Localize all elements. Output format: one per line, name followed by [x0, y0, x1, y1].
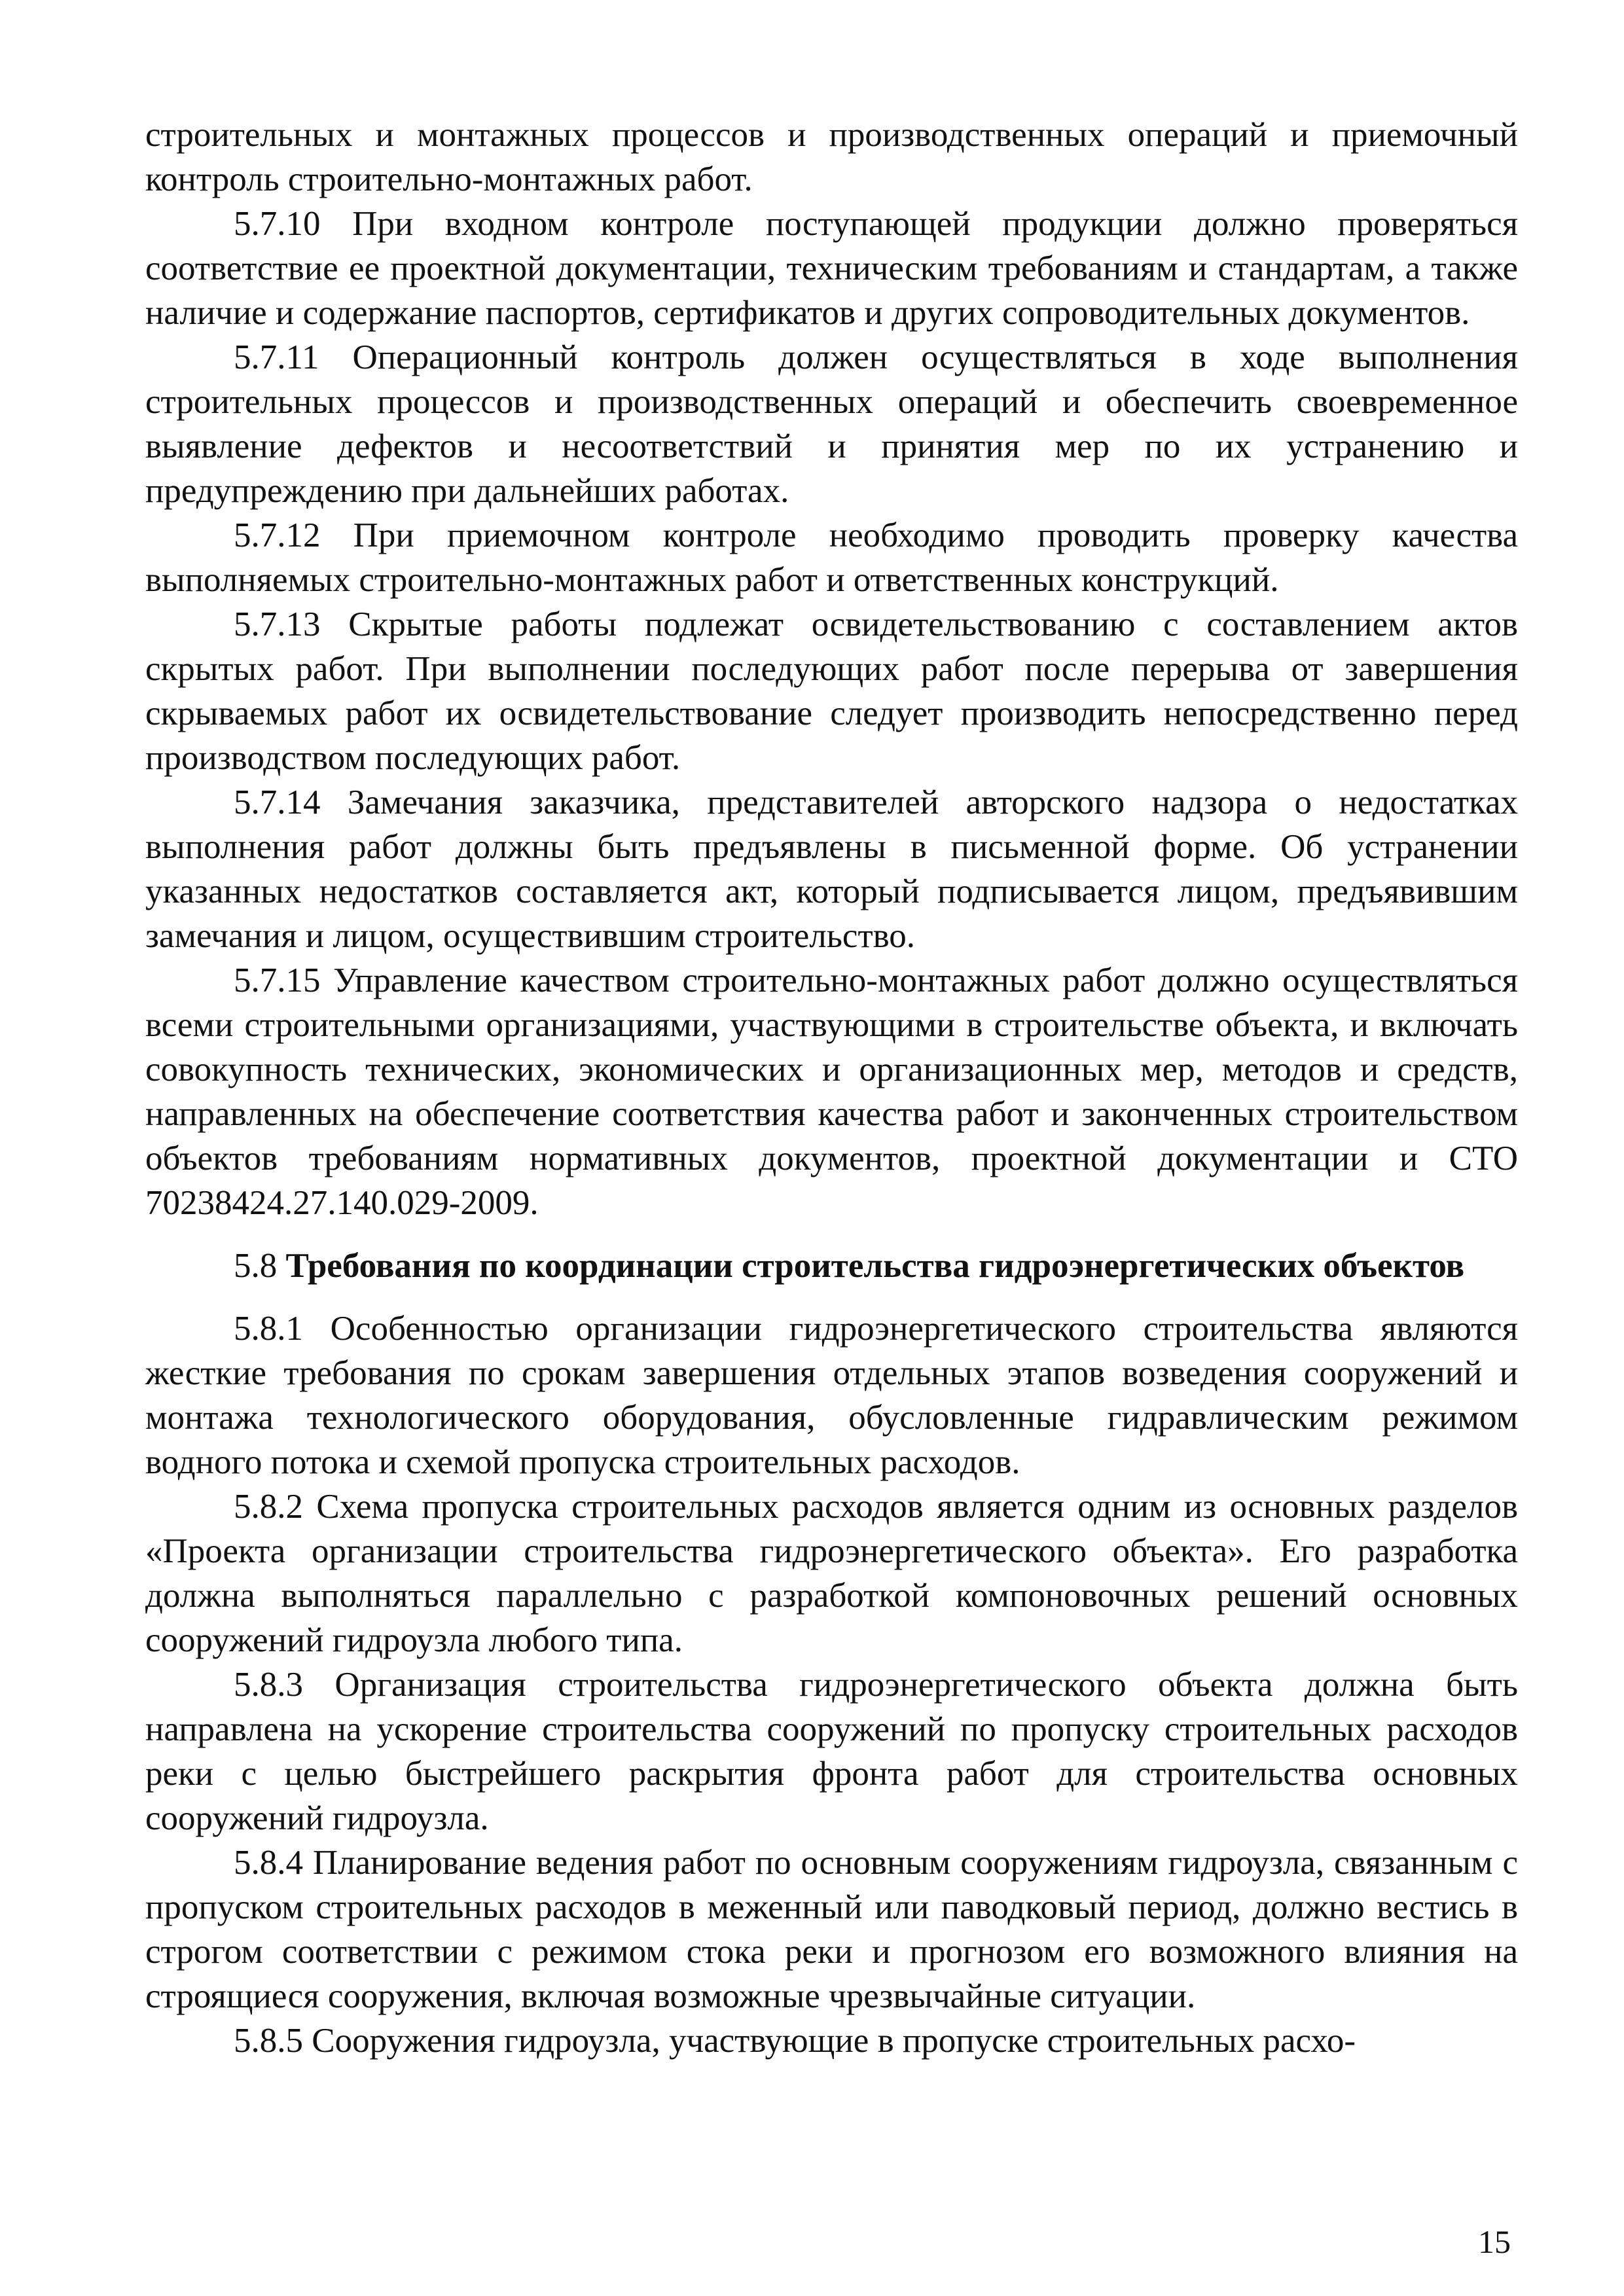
section-heading-title: Требования по координации строительства гидроэнергетических объектов: [285, 1247, 1465, 1285]
paragraph-5-8-5: 5.8.5 Сооружения гидроузла, участвующие в пропуске строительных расхо-: [234, 2022, 1356, 2060]
paragraph-5-7-11: 5.7.11 Операционный контроль должен осуществляться в ходе выполнения строительных процессов и производственных операций и обеспечить своевременное выявление дефектов и несоответствий и принятия мер по их устранению и предупреждению при дальнейших работах.: [145, 338, 1518, 510]
paragraph-5-7-10: 5.7.10 При входном контроле поступающей продукции должно проверяться соответствие ее проектной документации, техническим требованиям и стандартам, а также наличие и содержание паспортов, сертификатов и других сопроводительных документов.: [145, 205, 1518, 332]
paragraph-5-8-4: 5.8.4 Планирование ведения работ по основным сооружениям гидроузла, связанным с пропуском строительных расходов в меженный или паводковый период, должно вестись в строгом соответствии с режимом стока реки и прогнозом его возможного влияния на строящиеся сооружения, включая возможные чрезвычайные ситуации.: [145, 1844, 1518, 2015]
paragraph-5-7-14: 5.7.14 Замечания заказчика, представителей авторского надзора о недостатках выполнения работ должны быть предъявлены в письменной форме. Об устранении указанных недостатков составляется акт, который подписывается лицом, предъявившим замечания и лицом, осуществившим строительство.: [145, 783, 1518, 955]
paragraph-5-7-13: 5.7.13 Скрытые работы подлежат освидетельствованию с составлением актов скрытых работ. При выполнении последующих работ после перерыва от завершения скрываемых работ их освидетельствование следует производить непосредственно перед производством последующих работ.: [145, 605, 1518, 777]
page-number: 15: [1478, 2223, 1511, 2260]
paragraph-continuation: строительных и монтажных процессов и производственных операций и приемочный контроль строительно-монтажных работ.: [145, 116, 1518, 198]
document-page: [145, 113, 1518, 2063]
paragraph-5-8-2: 5.8.2 Схема пропуска строительных расходов является одним из основных разделов «Проекта организации строительства гидроэнергетического объекта». Его разработка должна выполняться параллельно с разработкой компоновочных решений основных сооружений гидроузла любого типа.: [145, 1488, 1518, 1659]
section-heading-5-8: [145, 1244, 1518, 1288]
paragraph-5-8-3: 5.8.3 Организация строительства гидроэнергетического объекта должна быть направлена на ускорение строительства сооружений по пропуску строительных расходов реки с целью быстрейшего раскрытия фронта работ для строительства основных сооружений гидроузла.: [145, 1666, 1518, 1837]
section-heading-number: 5.8: [234, 1247, 278, 1285]
paragraph-5-7-12: 5.7.12 При приемочном контроле необходимо проводить проверку качества выполняемых строительно-монтажных работ и ответственных конструкций.: [145, 516, 1518, 599]
paragraph-5-8-1: 5.8.1 Особенностью организации гидроэнергетического строительства являются жесткие требования по срокам завершения отдельных этапов возведения сооружений и монтажа технологического оборудования, обусловленные гидравлическим режимом водного потока и схемой пропуска строительных расходов.: [145, 1310, 1518, 1481]
paragraph-5-7-15: 5.7.15 Управление качеством строительно-монтажных работ должно осуществляться всеми строительными организациями, участвующими в строительстве объекта, и включать совокупность технических, экономических и организационных мер, методов и средств, направленных на обеспечение соответствия качества работ и законченных строительством объектов требованиям нормативных документов, проектной документации и СТО 70238424.27.140.029-2009.: [145, 961, 1518, 1222]
